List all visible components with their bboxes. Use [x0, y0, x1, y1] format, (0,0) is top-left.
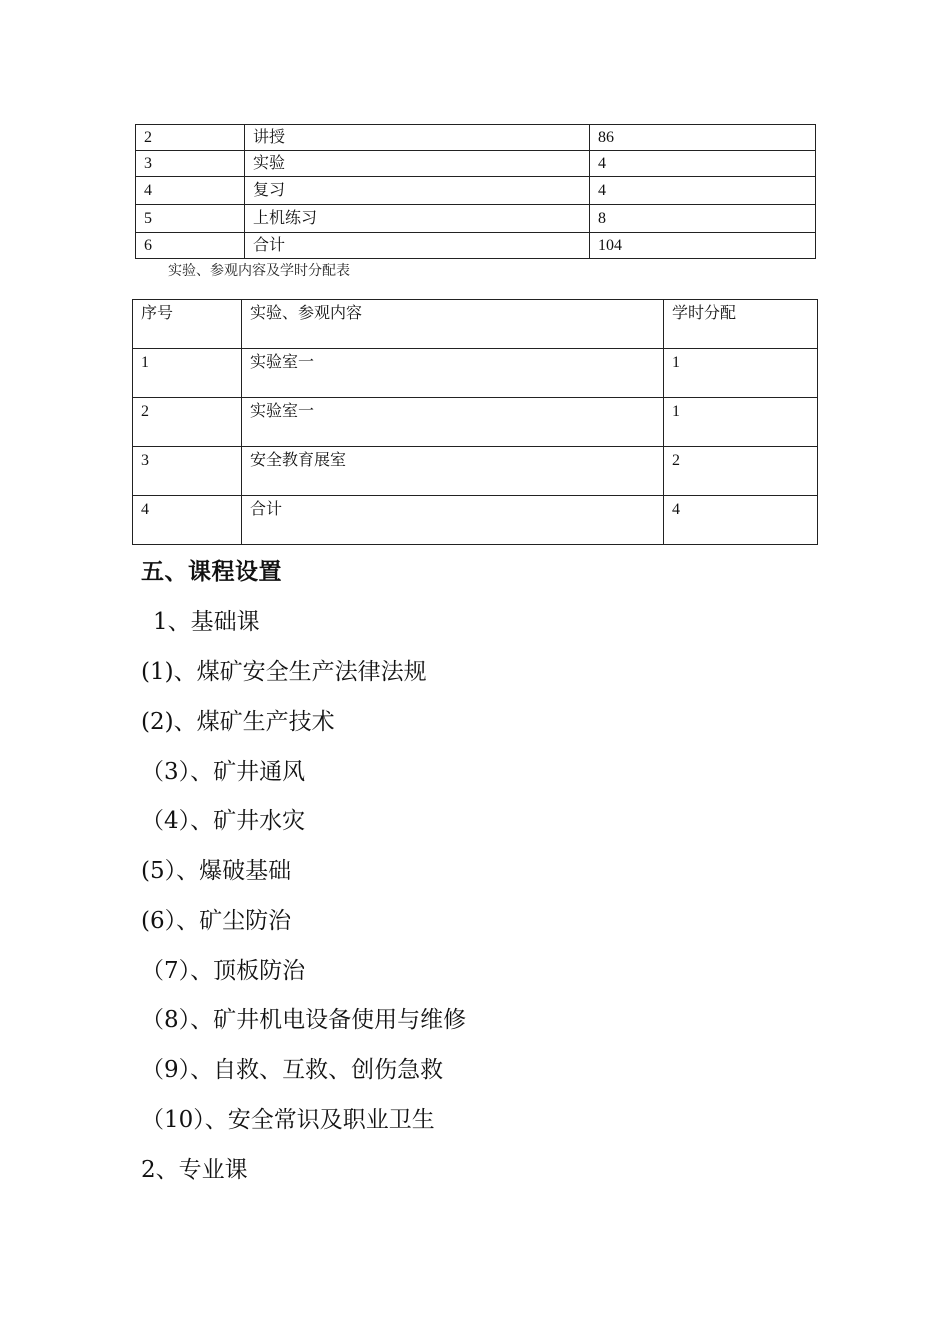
list-item: 2、专业课 — [141, 1157, 248, 1183]
table-cell: 实验 — [245, 151, 590, 177]
list-item: （9）、自救、互救、创伤急救 — [141, 1057, 444, 1083]
table-cell: 讲授 — [245, 125, 590, 151]
table-row — [133, 349, 818, 398]
table-cell: 4 — [590, 177, 816, 205]
table-cell: 上机练习 — [245, 205, 590, 233]
table-cell: 6 — [136, 233, 245, 259]
lab-visit-table — [132, 299, 818, 545]
table-cell: 4 — [133, 496, 242, 545]
table-cell: 实验室一 — [242, 398, 664, 447]
table-cell: 4 — [136, 177, 245, 205]
table-cell: 复习 — [245, 177, 590, 205]
table-cell: 合计 — [245, 233, 590, 259]
list-item: (5）、爆破基础 — [141, 858, 292, 884]
table-row — [133, 447, 818, 496]
section-heading: 五、课程设置 — [141, 559, 282, 585]
table-row — [133, 398, 818, 447]
table-cell: 3 — [133, 447, 242, 496]
table-cell: 3 — [136, 151, 245, 177]
column-header: 实验、参观内容 — [242, 300, 664, 349]
table-cell: 8 — [590, 205, 816, 233]
table-caption: 实验、参观内容及学时分配表 — [168, 263, 350, 279]
list-item: （10）、安全常识及职业卫生 — [141, 1107, 435, 1133]
table-cell: 5 — [136, 205, 245, 233]
table-row — [136, 125, 816, 151]
table-row — [136, 177, 816, 205]
table-cell: 实验室一 — [242, 349, 664, 398]
list-item: (2)、煤矿生产技术 — [141, 709, 335, 735]
column-header: 序号 — [133, 300, 242, 349]
table-row — [136, 205, 816, 233]
list-item: （4）、矿井水灾 — [141, 808, 306, 834]
list-item: (1)、煤矿安全生产法律法规 — [141, 659, 427, 685]
list-item: (6）、矿尘防治 — [141, 908, 292, 934]
table-cell: 4 — [664, 496, 818, 545]
table-row — [133, 496, 818, 545]
table-cell: 合计 — [242, 496, 664, 545]
table-cell: 2 — [133, 398, 242, 447]
table-cell: 2 — [136, 125, 245, 151]
teaching-hours-table — [135, 124, 816, 259]
table-cell: 2 — [664, 447, 818, 496]
table-cell: 86 — [590, 125, 816, 151]
table-row — [136, 233, 816, 259]
list-item: （8）、矿井机电设备使用与维修 — [141, 1007, 467, 1033]
list-item: （3）、矿井通风 — [141, 759, 306, 785]
table-cell: 104 — [590, 233, 816, 259]
table-cell: 4 — [590, 151, 816, 177]
table-row — [136, 151, 816, 177]
table-cell: 1 — [664, 398, 818, 447]
list-item: 1、基础课 — [153, 609, 260, 635]
table-cell: 1 — [664, 349, 818, 398]
table-cell: 1 — [133, 349, 242, 398]
table-header-row — [133, 300, 818, 349]
list-item: （7）、顶板防治 — [141, 958, 306, 984]
column-header: 学时分配 — [664, 300, 818, 349]
table-cell: 安全教育展室 — [242, 447, 664, 496]
